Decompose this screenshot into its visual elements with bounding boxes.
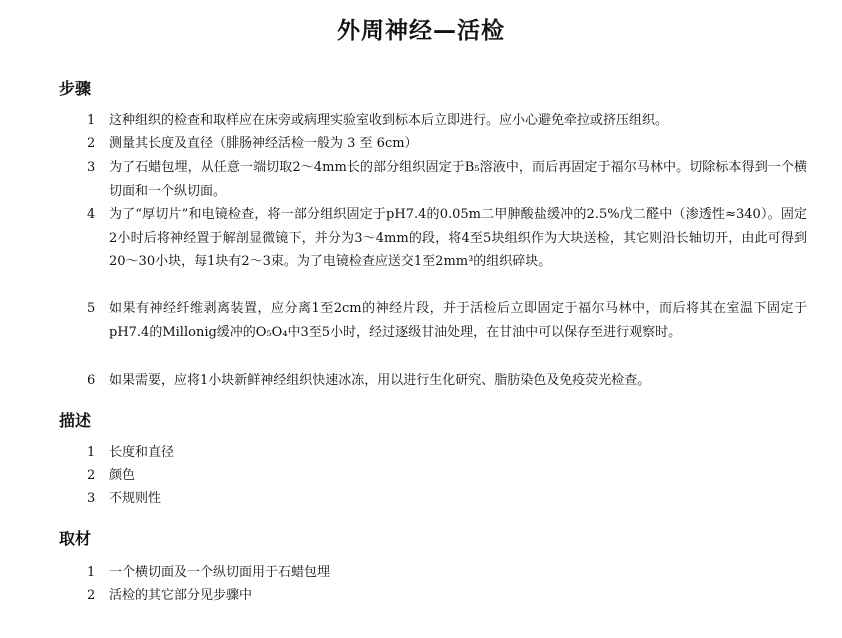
step-number: 5 [87,301,96,316]
step-item-3 [87,156,807,203]
step-text: 这种组织的检查和取样应在床旁或病理实验室收到标本后立即进行。应小心避免牵拉或挤压组织。 [109,113,669,128]
description-item-1 [87,441,174,464]
item-number: 2 [87,588,96,603]
item-number: 2 [87,468,96,483]
item-text: 长度和直径 [109,445,175,460]
step-text: 测量其长度及直径（腓肠神经活检一般为 3 至 6cm） [109,136,418,151]
step-item-6 [87,369,807,393]
item-text: 一个横切面及一个纵切面用于石蜡包埋 [109,565,331,580]
step-text: 为了“厚切片”和电镜检查，将一部分组织固定于pH7.4的0.05m二甲胂酸盐缓冲的2.5%戊二醛中（渗透性≈340）。固定2小时后将神经置于解剖显微镜下，并分为3～4mm的段，将4至5块组织作为大块送检，其它则沿长轴切开，由此可得到20～30小块，每1块有2～3束。为了电镜检查应送交1至2mm³的组织碎块。 [109,207,807,270]
item-number: 1 [87,445,96,460]
item-text: 不规则性 [109,491,162,506]
section-heading-description: 描述 [59,411,92,430]
step-text: 为了石蜡包埋，从任意一端切取2～4mm长的部分组织固定于B₅溶液中，而后再固定于福尔马林中。切除标本得到一个横切面和一个纵切面。 [109,160,807,199]
step-item-2 [87,132,807,156]
item-number: 3 [87,491,96,506]
step-text: 如果需要，应将1小块新鲜神经组织快速冰冻，用以进行生化研究、脂肪染色及免疫荧光检查。 [109,373,651,388]
step-number: 2 [87,136,96,151]
step-number: 6 [87,373,96,388]
section-heading-sampling: 取材 [59,529,92,548]
step-item-1 [87,109,807,133]
sampling-item-2 [87,584,252,607]
step-item-4 [87,203,807,274]
step-item-5 [87,297,807,344]
step-number: 4 [87,207,96,222]
document-title: 外周神经—活检 [337,18,505,44]
item-text: 活检的其它部分见步骤中 [109,588,253,603]
step-number: 3 [87,160,96,175]
section-heading-steps: 步骤 [59,79,92,98]
step-number: 1 [87,113,96,128]
description-item-3 [87,487,161,510]
item-text: 颜色 [109,468,136,483]
description-item-2 [87,464,135,487]
step-text: 如果有神经纤维剥离装置，应分离1至2cm的神经片段，并于活检后立即固定于福尔马林中，而后将其在室温下固定于pH7.4的Millonig缓冲的O₅O₄中3至5小时，经过逐级甘油处理，在甘油中可以保存至进行观察时。 [109,301,807,340]
item-number: 1 [87,565,96,580]
sampling-item-1 [87,561,330,584]
